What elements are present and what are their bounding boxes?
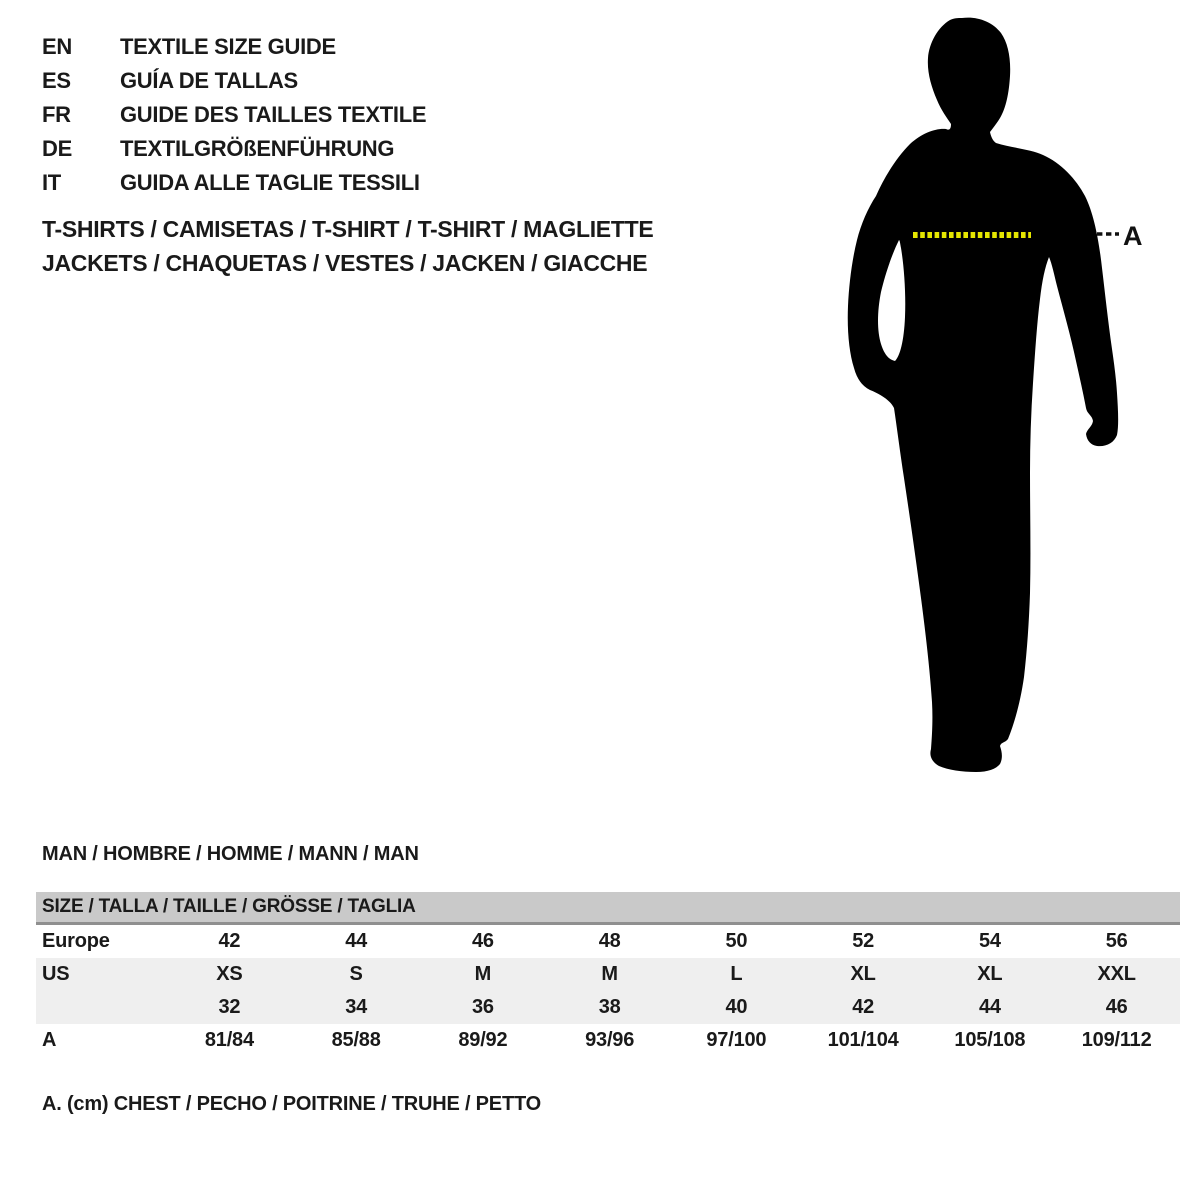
language-title: GUIDA ALLE TAGLIE TESSILI: [120, 170, 420, 195]
language-row-it: [42, 166, 426, 200]
size-value: XL: [977, 963, 1003, 985]
language-code: DE: [42, 136, 72, 161]
size-value: 56: [1105, 930, 1128, 952]
size-value: 48: [598, 930, 621, 952]
language-title: TEXTILE SIZE GUIDE: [120, 34, 336, 59]
size-value: 54: [978, 930, 1001, 952]
size-value: 46: [1105, 996, 1128, 1018]
table-row-chest-a: [36, 1024, 1180, 1057]
size-value: 93/96: [585, 1029, 635, 1051]
size-value: XS: [216, 963, 243, 985]
size-value: L: [730, 963, 743, 985]
size-value: 36: [471, 996, 494, 1018]
size-value: 52: [852, 930, 875, 952]
size-value: 81/84: [204, 1029, 254, 1051]
size-table-header: SIZE / TALLA / TAILLE / GRÖSSE / TAGLIA: [36, 892, 1180, 925]
size-value: 32: [218, 996, 241, 1018]
size-value: 85/88: [331, 1029, 381, 1051]
row-label: Europe: [42, 930, 110, 952]
category-line-tshirts: T-SHIRTS / CAMISETAS / T-SHIRT / T-SHIRT / MAGLIETTE: [42, 216, 654, 242]
size-value: S: [349, 963, 363, 985]
size-value: 42: [852, 996, 875, 1018]
size-value: 34: [345, 996, 368, 1018]
language-code: EN: [42, 34, 72, 59]
size-value: 109/112: [1081, 1029, 1152, 1051]
man-silhouette: [848, 18, 1118, 772]
measurement-footnote: A. (cm) CHEST / PECHO / POITRINE / TRUHE / PETTO: [42, 1093, 541, 1115]
language-title: TEXTILGRÖßENFÜHRUNG: [120, 136, 395, 161]
size-value: 42: [218, 930, 241, 952]
size-value: 44: [978, 996, 1001, 1018]
size-value: 38: [598, 996, 621, 1018]
category-line-jackets: JACKETS / CHAQUETAS / VESTES / JACKEN / GIACCHE: [42, 250, 648, 276]
language-row-fr: [42, 98, 426, 132]
row-label: US: [42, 963, 70, 985]
size-table: [36, 892, 1180, 1057]
size-value: 44: [345, 930, 368, 952]
language-row-de: [42, 132, 426, 166]
size-value: 46: [471, 930, 494, 952]
size-value: M: [474, 963, 492, 985]
section-title-man: MAN / HOMBRE / HOMME / MANN / MAN: [42, 843, 419, 865]
man-silhouette-figure: [840, 14, 1150, 779]
size-value: 89/92: [458, 1029, 508, 1051]
language-row-es: [42, 64, 426, 98]
size-value: XL: [850, 963, 876, 985]
row-label: A: [42, 1029, 57, 1051]
size-value: 101/104: [827, 1029, 899, 1051]
category-lines: [42, 212, 653, 280]
measure-label-a: A: [1123, 221, 1143, 251]
language-title: GUÍA DE TALLAS: [120, 68, 298, 93]
size-value: 50: [725, 930, 748, 952]
size-value: 105/108: [954, 1029, 1026, 1051]
language-code: IT: [42, 170, 61, 195]
size-value: M: [601, 963, 618, 985]
table-row-us: [36, 958, 1180, 991]
table-row-numeric: [36, 991, 1180, 1024]
size-value: 97/100: [706, 1029, 767, 1051]
size-value: 40: [725, 996, 748, 1018]
language-code: ES: [42, 68, 71, 93]
language-code: FR: [42, 102, 71, 127]
language-list: [42, 30, 426, 200]
language-row-en: [42, 30, 426, 64]
table-row-europe: [36, 925, 1180, 958]
size-value: XXL: [1097, 963, 1136, 985]
language-title: GUIDE DES TAILLES TEXTILE: [120, 102, 427, 127]
